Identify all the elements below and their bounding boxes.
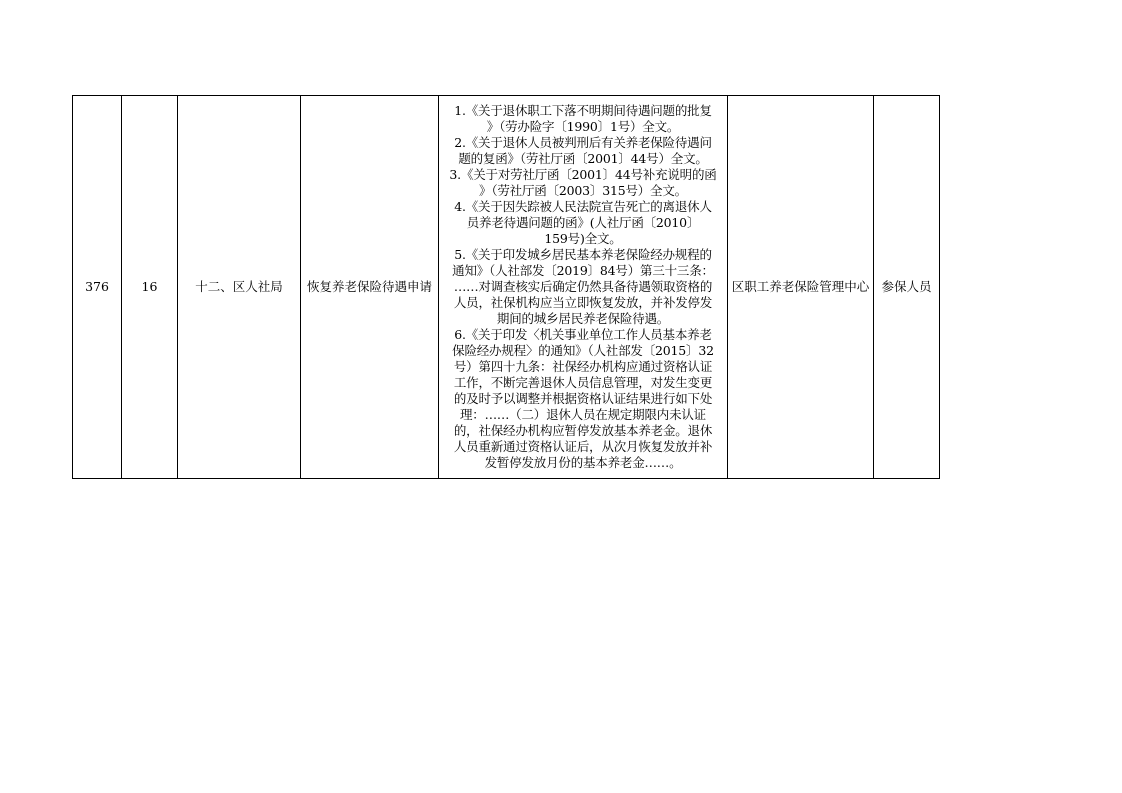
basis-line: 3.《关于对劳社厅函〔2001〕44号补充说明的函 — [449, 167, 717, 182]
basis-line: ……对调查核实后确定仍然具备待遇领取资格的 — [453, 279, 713, 294]
sub-index-cell: 16 — [122, 96, 178, 479]
basis-line: 1.《关于退休职工下落不明期间待遇问题的批复 — [454, 103, 712, 118]
service-target-cell: 参保人员 — [874, 96, 940, 479]
basis-line: 号）第四十九条：社保经办机构应通过资格认证 — [453, 359, 713, 374]
basis-line: 人员，社保机构应当立即恢复发放，并补发停发 — [453, 295, 713, 310]
basis-line: 人员重新通过资格认证后，从次月恢复发放并补 — [453, 439, 713, 454]
basis-line: 发暂停发放月份的基本养老金……。 — [484, 455, 682, 470]
basis-line: 理：……（二）退休人员在规定期限内未认证 — [459, 407, 706, 422]
matters-table — [72, 95, 940, 479]
handling-unit-cell: 区职工养老保险管理中心 — [728, 96, 874, 479]
serial-number-cell: 376 — [73, 96, 122, 479]
basis-line: 5.《关于印发城乡居民基本养老保险经办规程的 — [454, 247, 712, 262]
basis-line: 保险经办规程〉的通知》（人社部发〔2015〕32 — [452, 343, 714, 358]
matter-name-cell: 恢复养老保险待遇申请 — [301, 96, 439, 479]
basis-line: 工作，不断完善退休人员信息管理，对发生变更 — [453, 375, 713, 390]
basis-line: 员养老待遇问题的函》(人社厅函〔2010〕 — [466, 215, 700, 230]
basis-line: 题的复函》（劳社厅函〔2001〕44号）全文。 — [458, 151, 708, 166]
basis-line: 2.《关于退休人员被判刑后有关养老保险待遇问 — [454, 135, 712, 150]
basis-line: 期间的城乡居民养老保险待遇。 — [496, 311, 670, 326]
basis-line: 的及时予以调整并根据资格认证结果进行如下处 — [453, 391, 713, 406]
basis-line: 》（劳办险字〔1990〕1号）全文。 — [486, 119, 680, 134]
basis-line: 159号)全文。 — [544, 231, 622, 246]
basis-line: 6.《关于印发〈机关事业单位工作人员基本养老 — [454, 327, 712, 342]
basis-line: 》（劳社厅函〔2003〕315号）全文。 — [479, 183, 687, 198]
department-cell: 十二、区人社局 — [178, 96, 301, 479]
legal-basis-cell — [439, 96, 728, 479]
basis-line: 的，社保经办机构应暂停发放基本养老金。退休 — [453, 423, 713, 438]
basis-line: 通知》（人社部发〔2019〕84号）第三十三条： — [452, 263, 714, 278]
basis-line: 4.《关于因失踪被人民法院宣告死亡的离退休人 — [454, 199, 712, 214]
table-row — [73, 96, 940, 479]
